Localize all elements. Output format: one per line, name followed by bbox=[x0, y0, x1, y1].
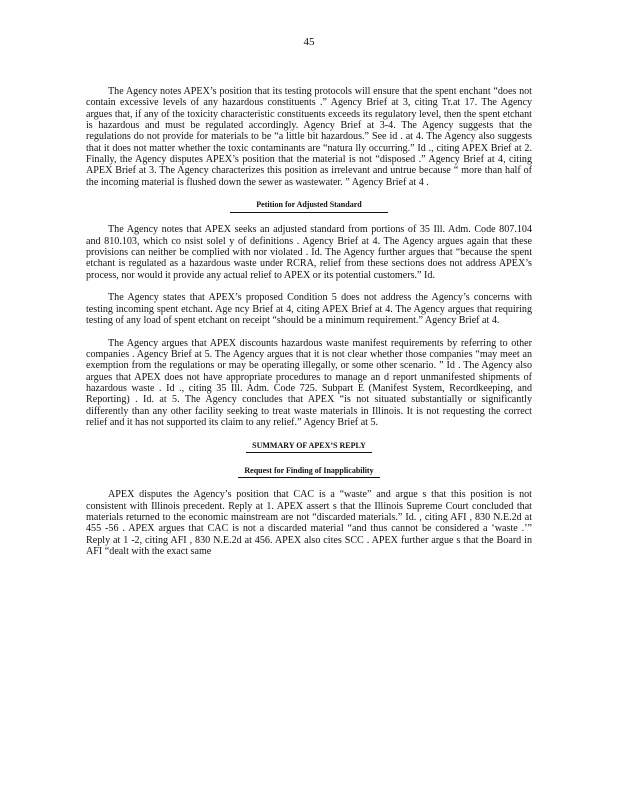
document-body bbox=[86, 86, 532, 557]
paragraph-condition-5: The Agency states that APEX’s proposed Condition 5 does not address the Agency’s concerns with testing incoming spent etchant. Age ncy Brief at 4, citing APEX Brief at 4. The Agency argues that requiring testing of any load of spent etchant on receipt “should be a minimum requirement.” Agency Brief at 4. bbox=[86, 292, 532, 327]
page-number: 45 bbox=[303, 36, 315, 48]
heading-petition bbox=[86, 199, 532, 212]
paragraph-agency-testing: The Agency notes APEX’s position that its testing protocols will ensure that the spent enchant “does not contain excessive levels of any hazardous constituents .” Agency Brief at 3, citing Tr.at 17. The Agency argues that, if any of the toxicity characteristic constituents exceeds its regulatory level, then the spent etchant is hazardous and must be regulated accordingly. Agency Brief at 3-4. The Agency suggests that the regulations do not provide for materials to be “a little bit hazardous.” See id . at 4. The Agency also suggests that it does not matter whether the toxic contaminants are “natura lly occurring.” Id ., citing APEX Brief at 2. Finally, the Agency disputes APEX’s position that the material is not “disposed .” Agency Brief at 4, citing APEX Brief at 3. The Agency characterizes this position as irrelevant and untrue because “ more than half of the incoming material is flushed down the sewer as wastewater. ” Agency Brief at 4 . bbox=[86, 86, 532, 188]
heading-summary-reply-text: SUMMARY OF APEX’S REPLY bbox=[246, 440, 372, 453]
paragraph-apex-disputes: APEX disputes the Agency’s position that CAC is a “waste” and argue s that this position is not consistent with Illinois precedent. Reply at 1. APEX assert s that the Illinois Supreme Court concluded that materials returned to the economic mainstream are not “discarded materials.” Id. , citing AFI , 830 N.E.2d at 455 -56 . APEX argues that CAC is not a discarded material “and thus cannot be considered a ‘waste .’” Reply at 1 -2, citing AFI , 830 N.E.2d at 456. APEX also cites SCC . APEX further argue s that the Board in AFI “dealt with the exact same bbox=[86, 489, 532, 558]
heading-request-finding bbox=[86, 465, 532, 478]
heading-request-finding-text: Request for Finding of Inapplicability bbox=[238, 465, 379, 478]
heading-summary-reply bbox=[86, 440, 532, 453]
heading-petition-text: Petition for Adjusted Standard bbox=[230, 199, 387, 212]
paragraph-manifest: The Agency argues that APEX discounts hazardous waste manifest requirements by referring to other companies . Agency Brief at 5. The Agency argues that it is not clear whether those companies “may meet an exemption from the regulations or may be operating illegally, or some other scenario. ” Id . The Agency also argues that APEX does not have appropriate procedures to manage an d report unmanifested shipments of hazardous waste . Id ., citing 35 Ill. Adm. Code 725. Subpart E (Manifest System, Recordkeeping, and Reporting) . Id. at 5. The Agency concludes that APEX “is not situated substantially or significantly differently than any other facility seeking to treat waste materials in Illinois. It is not requesting the correct relief and it has not supported its claim to any relief.” Agency Brief at 5. bbox=[86, 337, 532, 429]
paragraph-adjusted-standard: The Agency notes that APEX seeks an adjusted standard from portions of 35 Ill. Adm. Code 807.104 and 810.103, which co nsist solel y of definitions . Agency Brief at 4. The Agency argues again that these provisions can neither be complied with nor violated . Id. The Agency further argues that “because the spent etchant is regulated as a hazardous waste under RCRA, relief from these sections does not address APEX’s process, nor would it provide any actual relief to APEX or its potential customers.” Id. bbox=[86, 224, 532, 281]
